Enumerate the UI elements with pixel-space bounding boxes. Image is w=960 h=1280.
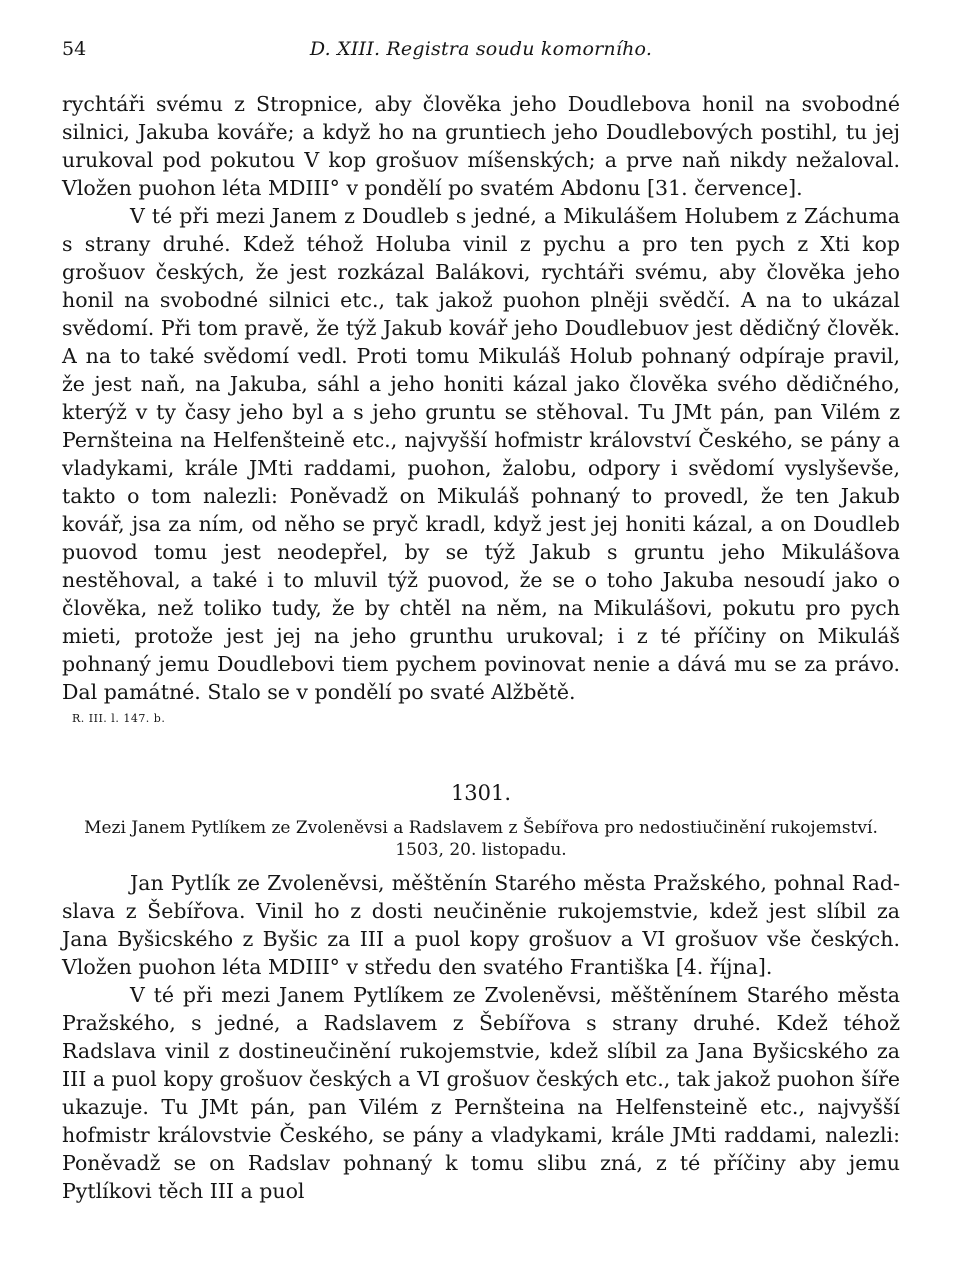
source-reference: R. III. l. 147. b. bbox=[72, 712, 166, 725]
entry-date: 1503, 20. listopadu. bbox=[395, 840, 567, 860]
page-header bbox=[62, 38, 900, 74]
entry-1300-paragraph-2: V té při mezi Janem z Doudleb s jedné, a Mikulášem Holubem z Záchuma s strany druhé. Kdež téhož Holuba vinil z pychu a pro ten pych z Xti kop grošuov českých, že jest rozkázal Balákovi, rychtáři svému, aby člověka jeho honil na svobodné silnici etc., tak jakož puohon plněji svědčí. A na to ukázal svědomí. Při tom pravě, že týž Jakub kovář jeho Doudlebuov jest dědičný člověk. A na to také svědomí vedl. Proti tomu Mikuláš Holub pohnaný odpíraje pravil, že jest naň, na Jakuba, sáhl a jeho honiti kázal jako člověka svého dědičného, kterýž v ty časy jeho byl a s jeho gruntu se stěhoval. Tu JMt pán, pan Vilém z Pernšteina na Helfenšteině etc., najvyšší hofmistr království Českého, se pány a vladykami, krále JMti raddami, puohon, žalobu, odpory i svědomí vyslyševše, takto o tom nalezli: Poněvadž on Mikuláš pohnaný to provedl, že ten Jakub kovář, jsa za ním, od něho se pryč kradl, když jest jej honiti kázal, a on Doudleb puovod tomu jest neodepřel, by se týž Jakub s gruntu jeho Mikulášova nestěhoval, a také i to mluvil týž puovod, že se o toho Jakuba nesoudí jako o člověka, než toliko tudy, že by chtěl na něm, na Mikulášovi, pokutu pro pych mieti, protože jest jej na jeho grunthu urukoval; i z té příčiny on Mikuláš pohnaný jemu Doudlebovi tiem pychem povinovat nenie a dává mu se za právo. Dal památné. Stalo se v pondělí po svaté Alžbětě. bbox=[62, 204, 900, 704]
page-number: 54 bbox=[62, 38, 87, 60]
running-title: D. XIII. Registra soudu komorního. bbox=[309, 38, 653, 60]
entry-1301-paragraph-1: Jan Pytlík ze Zvoleněvsi, měštěnín Starého města Pražského, pohnal Radslava z Šebířova. Vinil ho z dosti neučiněnie rukojemstvie, kdež jest slíbil za Jana Byšicského z Byšic za III a puol kopy grošuov a VI grošuov vše českých. Vložen puohon léta MDIII° v středu den svatého Františka [4. října]. bbox=[62, 871, 900, 979]
entry-1300-text bbox=[62, 90, 900, 706]
entry-1301-text bbox=[62, 869, 900, 1205]
entry-title: Mezi Janem Pytlíkem ze Zvoleněvsi a Radslavem z Šebířova pro nedostiučinění rukojemství. bbox=[84, 818, 878, 838]
entry-number: 1301. bbox=[450, 781, 512, 805]
document-page bbox=[62, 38, 900, 1205]
entry-1300-paragraph-1: rychtáři svému z Stropnice, aby člověka jeho Doudlebova honil na svobodné silnici, Jakuba kováře; a když ho na gruntiech jeho Doudlebových postihl, tu jej urukoval pod pokutou V kop grošuov míšenských; a prve naň nikdy nežaloval. Vložen puohon léta MDIII° v pondělí po svatém Abdonu [31. července]. bbox=[62, 92, 900, 200]
entry-1301-paragraph-2: V té při mezi Janem Pytlíkem ze Zvoleněvsi, měštěnínem Starého města Pražského, s jedné, a Radslavem z Šebířova s strany druhé. Kdež téhož Radslava vinil z dostineučinění rukojemstvie, kdež slíbil za Jana Byšicského za III a puol kopy grošuov českých a VI grošuov českých etc., tak jakož puohon šíře ukazuje. Tu JMt pán, pan Vilém z Pernšteina na Helfensteině etc., najvyšší hofmistr královstvie Českého, se pány a vladykami, krále JMti raddami, nalezli: Poněvadž se on Radslav pohnaný k tomu slibu zná, z té příčiny aby jemu Pytlíkovi těch III a puol bbox=[62, 983, 900, 1203]
